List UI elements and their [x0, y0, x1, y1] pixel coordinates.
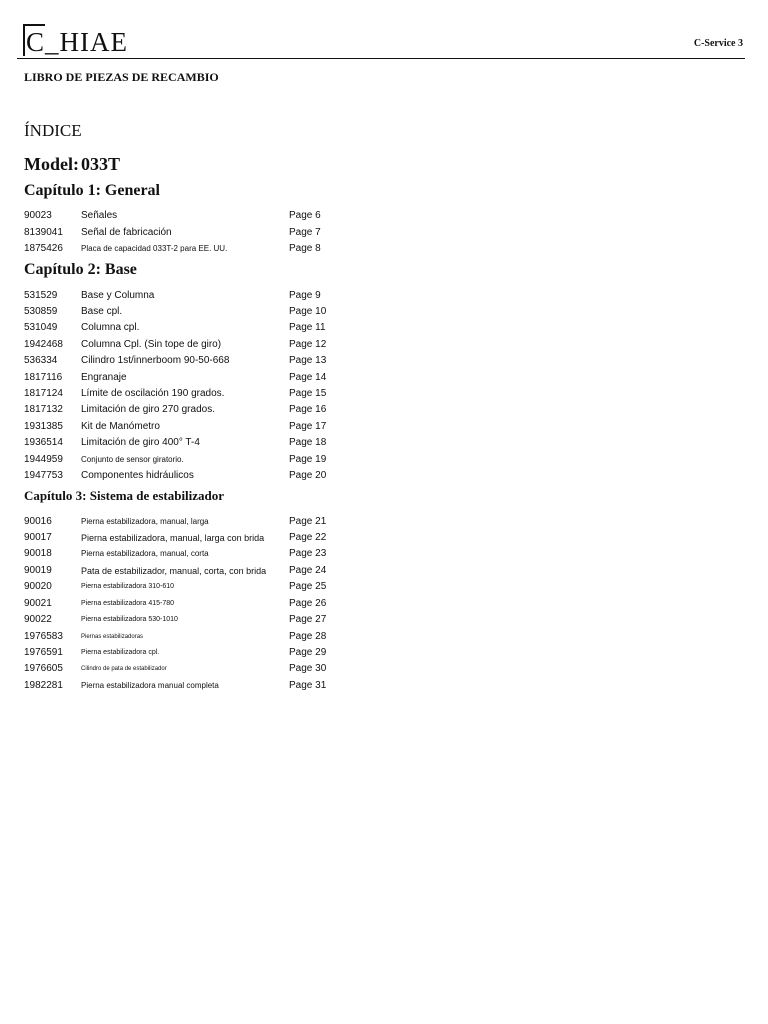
table-row — [24, 337, 344, 353]
part-code: 8139041 — [24, 227, 63, 238]
part-code: 90019 — [24, 565, 52, 576]
part-description: Cilindro 1st/innerboom 90-50-668 — [81, 355, 230, 366]
part-code: 90022 — [24, 614, 52, 625]
page-ref: Page 27 — [289, 614, 327, 625]
part-code: 90016 — [24, 516, 52, 527]
part-description: Pierna estabilizadora, manual, larga con brida — [81, 533, 265, 543]
table-row — [24, 419, 344, 435]
part-description: Placa de capacidad 033T-2 para EE. UU. — [81, 244, 228, 253]
table-row — [24, 468, 344, 484]
page-ref: Page 6 — [289, 210, 321, 221]
table-row — [24, 530, 344, 546]
table-row — [24, 514, 344, 530]
page-ref: Page 15 — [289, 388, 327, 399]
table-row — [24, 435, 344, 451]
table-row — [24, 402, 344, 418]
part-code: 1817132 — [24, 404, 63, 415]
table-row — [24, 661, 344, 677]
page-ref: Page 14 — [289, 372, 327, 383]
table-row — [24, 629, 344, 645]
index-title: ÍNDICE — [24, 121, 82, 140]
model-line — [24, 154, 120, 175]
page-ref: Page 31 — [289, 680, 327, 691]
part-code: 1931385 — [24, 421, 63, 432]
part-description: Señal de fabricación — [81, 227, 172, 238]
part-description: Conjunto de sensor giratorio. — [81, 455, 184, 464]
header-service-label: C-Service 3 — [693, 38, 743, 49]
page-ref: Page 25 — [289, 581, 327, 592]
table-row — [24, 320, 344, 336]
page-ref: Page 7 — [289, 227, 321, 238]
part-description: Pierna estabilizadora, manual, larga — [81, 517, 209, 526]
part-code: 1944959 — [24, 454, 63, 465]
chapter-heading: Capítulo 1: General — [24, 182, 160, 199]
part-code: 530859 — [24, 306, 58, 317]
part-description: Limitación de giro 400° T-4 — [81, 437, 200, 448]
table-row — [24, 208, 344, 224]
part-description: Cilindro de pata de estabilizador — [81, 666, 167, 672]
page-ref: Page 13 — [289, 355, 327, 366]
part-code: 1947753 — [24, 470, 63, 481]
page-ref: Page 20 — [289, 470, 327, 481]
page-ref: Page 12 — [289, 339, 327, 350]
page-ref: Page 18 — [289, 437, 327, 448]
table-row — [24, 678, 344, 694]
part-code: 1817124 — [24, 388, 63, 399]
part-description: Pierna estabilizadora 310-610 — [81, 583, 175, 590]
part-description: Pierna estabilizadora 530-1010 — [81, 616, 178, 623]
part-code: 90017 — [24, 532, 52, 543]
page-ref: Page 29 — [289, 647, 327, 658]
page-ref: Page 11 — [289, 322, 326, 333]
table-row — [24, 452, 344, 468]
table-row — [24, 645, 344, 661]
document-subtitle: LIBRO DE PIEZAS DE RECAMBIO — [24, 70, 219, 84]
page-header — [0, 0, 768, 60]
part-code: 90018 — [24, 548, 52, 559]
part-code: 90023 — [24, 210, 52, 221]
part-code: 1976605 — [24, 663, 63, 674]
part-code: 1976591 — [24, 647, 63, 658]
part-description: Pierna estabilizadora manual completa — [81, 681, 219, 690]
table-row — [24, 241, 344, 257]
page-ref: Page 28 — [289, 631, 327, 642]
part-description: Pierna estabilizadora 415-780 — [81, 600, 175, 607]
part-description: Kit de Manómetro — [81, 421, 160, 432]
part-code: 531529 — [24, 290, 58, 301]
page-ref: Page 16 — [289, 404, 327, 415]
part-description: Componentes hidráulicos — [81, 470, 194, 481]
part-description: Pierna estabilizadora cpl. — [81, 649, 160, 656]
table-row — [24, 370, 344, 386]
part-code: 90021 — [24, 598, 52, 609]
page-ref: Page 21 — [289, 516, 327, 527]
page-ref: Page 17 — [289, 421, 327, 432]
part-description: Límite de oscilación 190 grados. — [81, 388, 225, 399]
page-ref: Page 10 — [289, 306, 327, 317]
part-description: Pierna estabilizadora, manual, corta — [81, 549, 209, 558]
part-description: Señales — [81, 210, 118, 221]
part-code: 1976583 — [24, 631, 63, 642]
part-description: Columna Cpl. (Sin tope de giro) — [81, 339, 222, 350]
header-divider — [17, 58, 745, 59]
table-row — [24, 596, 344, 612]
page-ref: Page 24 — [289, 565, 327, 576]
page-ref: Page 23 — [289, 548, 327, 559]
model-label: Model: — [24, 154, 79, 174]
table-row — [24, 612, 344, 628]
chapter-heading: Capítulo 2: Base — [24, 261, 137, 278]
part-description: Base y Columna — [81, 290, 155, 301]
table-row — [24, 353, 344, 369]
model-value: 033T — [81, 154, 121, 174]
part-description: Columna cpl. — [81, 322, 140, 333]
part-code: 1817116 — [24, 372, 63, 383]
part-code: 1936514 — [24, 437, 63, 448]
part-code: 1942468 — [24, 339, 63, 350]
logo-text: C_HIAE — [26, 27, 128, 57]
page-ref: Page 22 — [289, 532, 327, 543]
table-row — [24, 546, 344, 562]
part-description: Piernas estabilizadoras — [81, 634, 144, 640]
page-ref: Page 19 — [289, 454, 327, 465]
part-code: 1982281 — [24, 680, 63, 691]
page-ref: Page 26 — [289, 598, 327, 609]
page-ref: Page 30 — [289, 663, 327, 674]
part-code: 531049 — [24, 322, 58, 333]
chapter-heading: Capítulo 3: Sistema de estabilizador — [24, 488, 225, 503]
table-row — [24, 579, 344, 595]
table-row — [24, 304, 344, 320]
table-row — [24, 386, 344, 402]
part-code: 1875426 — [24, 243, 63, 254]
table-row — [24, 288, 344, 304]
page-ref: Page 8 — [289, 243, 321, 254]
part-description: Base cpl. — [81, 306, 123, 317]
part-description: Limitación de giro 270 grados. — [81, 404, 215, 415]
part-description: Pata de estabilizador, manual, corta, con brida — [81, 566, 267, 576]
table-row — [24, 225, 344, 241]
table-row — [24, 563, 344, 579]
part-code: 536334 — [24, 355, 58, 366]
part-code: 90020 — [24, 581, 52, 592]
page-ref: Page 9 — [289, 290, 321, 301]
part-description: Engranaje — [81, 372, 127, 383]
